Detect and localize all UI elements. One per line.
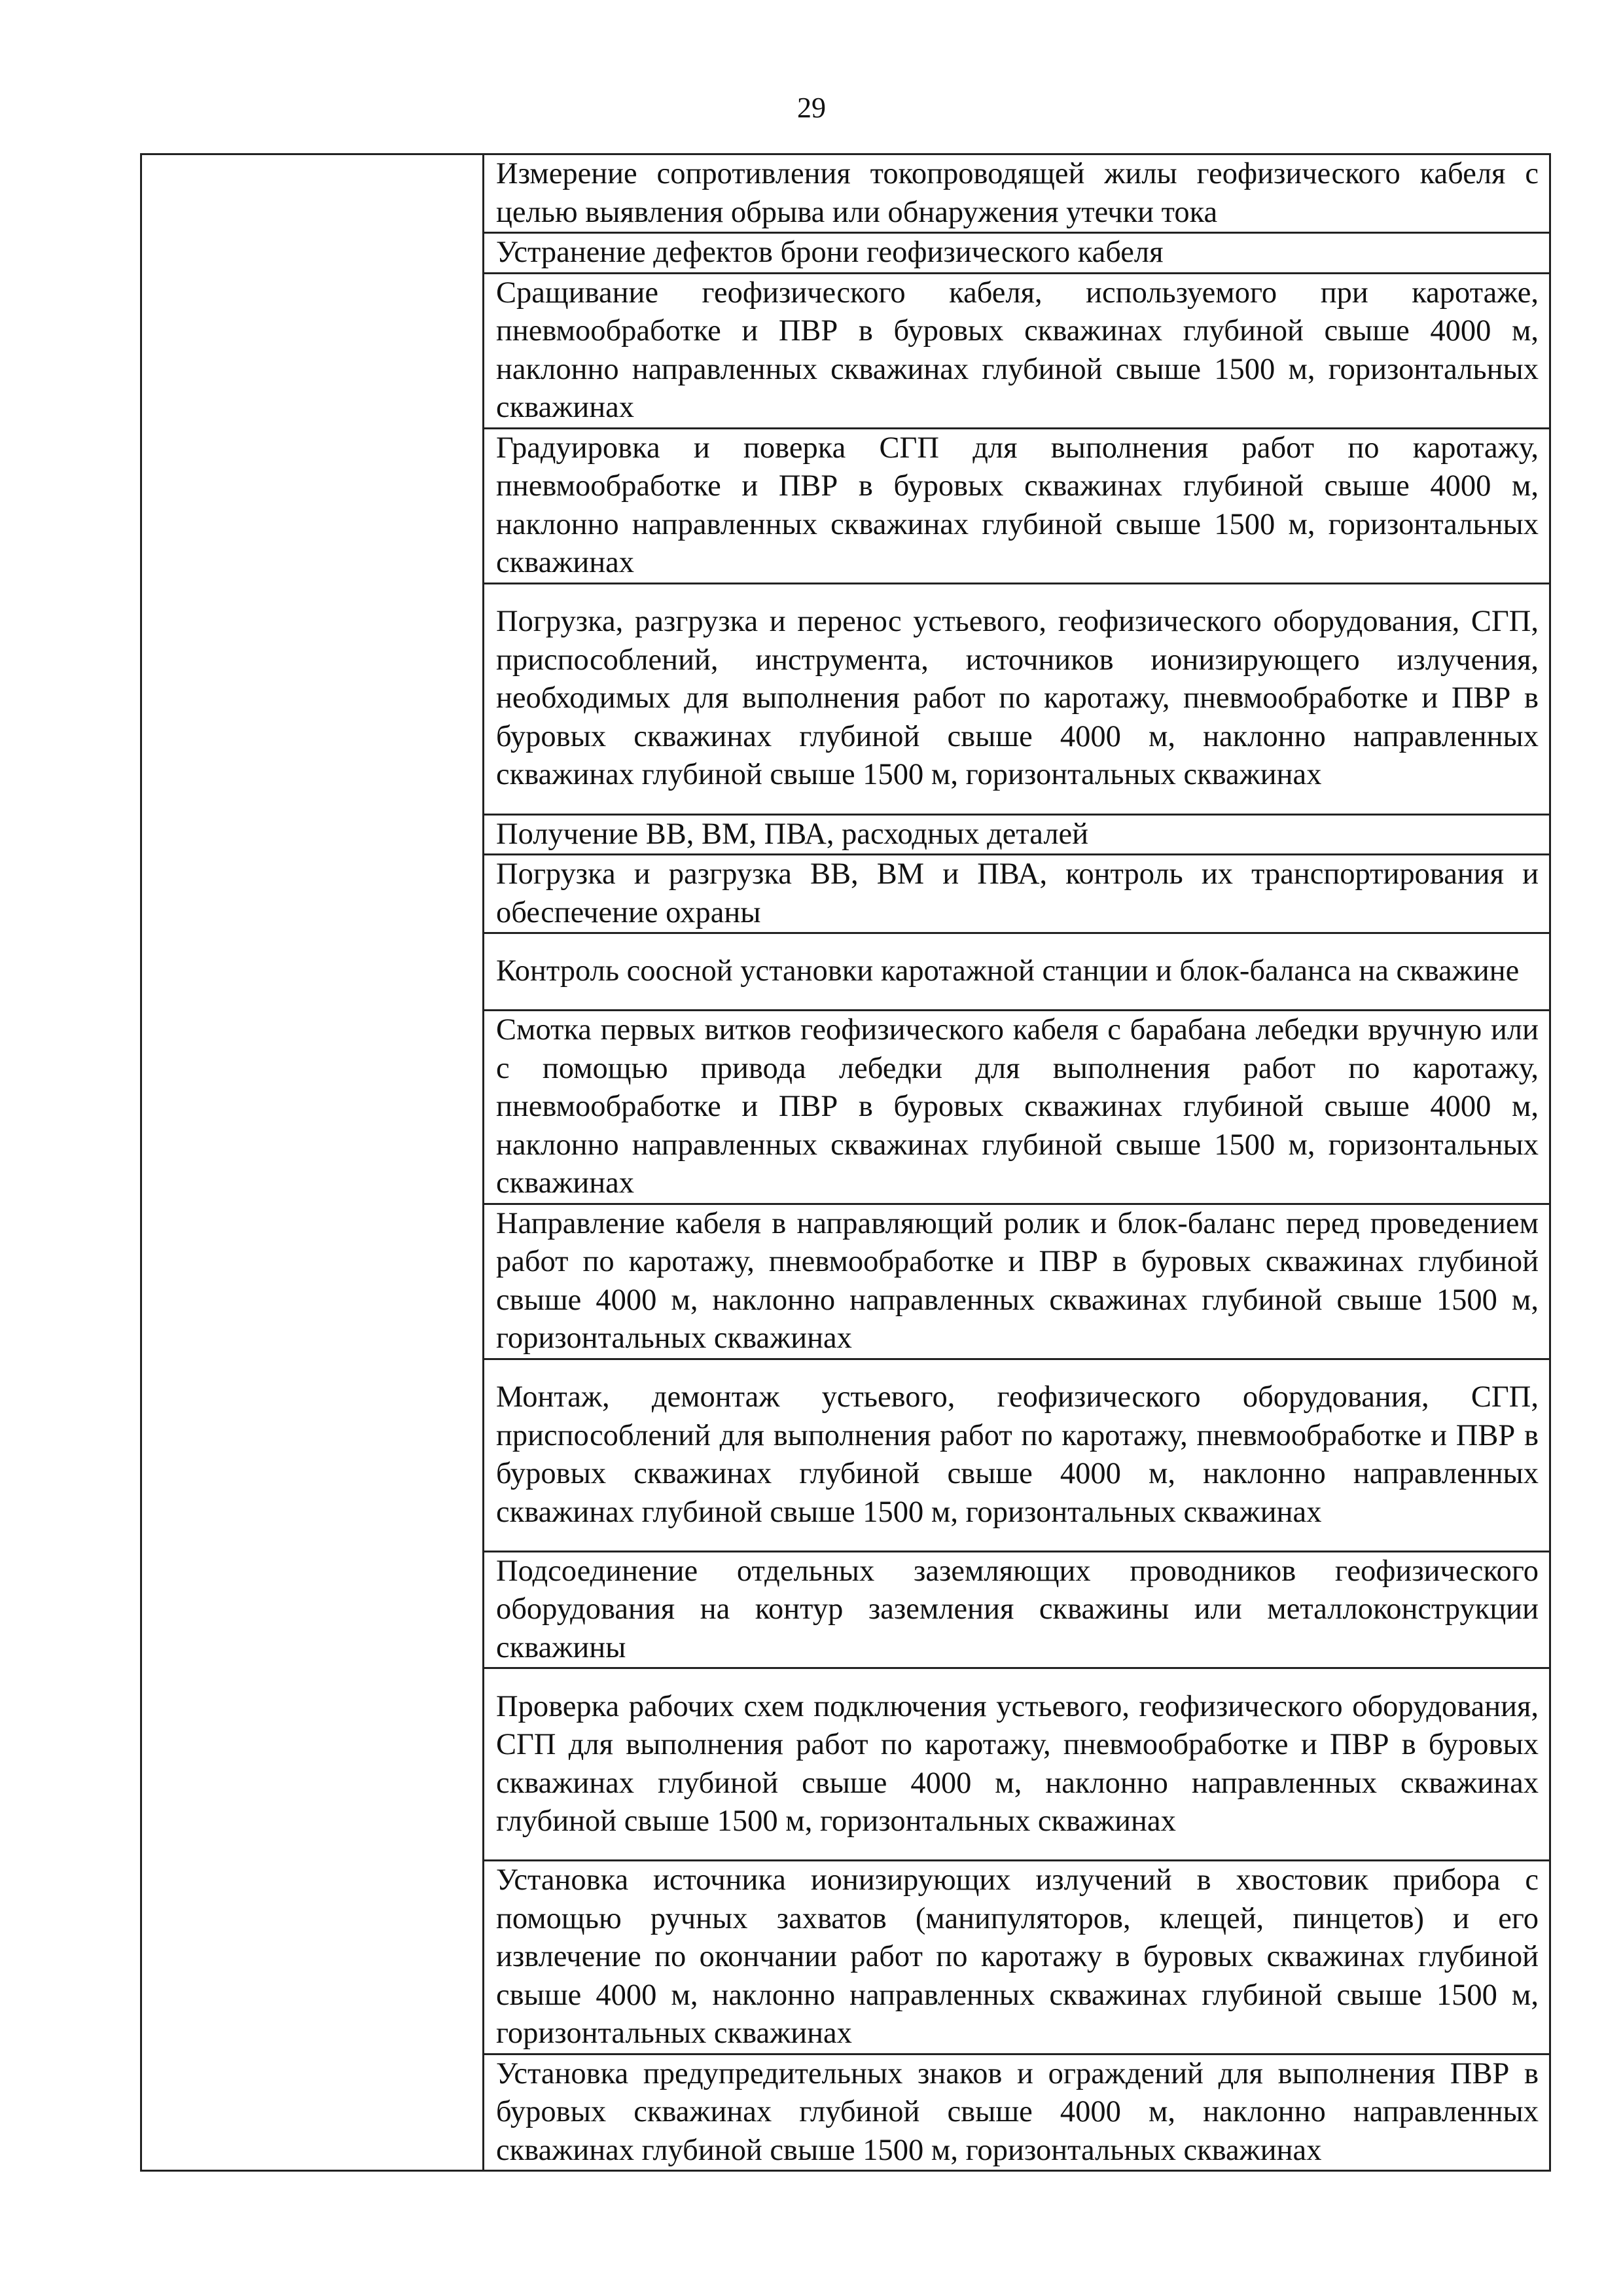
cell-text: Проверка рабочих схем подключения устьевого, геофизического оборудования, СГП для выполнения работ по каротажу, пневмообработке и ПВР в буровых скважинах глубиной свыше 4000 м, наклонно направленных скважинах глубиной свыше 1500 м, горизонтальных скважинах — [496, 1689, 1539, 1838]
table-cell — [484, 1011, 1550, 1204]
work-functions-table — [140, 153, 1551, 2172]
cell-text: Градуировка и поверка СГП для выполнения работ по каротажу, пневмообработке и ПВР в буровых скважинах глубиной свыше 4000 м, наклонно направленных скважинах глубиной свыше 1500 м, горизонтальных скважинах — [496, 431, 1539, 579]
cell-text: Сращивание геофизического кабеля, используемого при каротаже, пневмообработке и ПВР в буровых скважинах глубиной свыше 4000 м, наклонно направленных скважинах глубиной свыше 1500 м, горизонтальных скважинах — [496, 276, 1539, 424]
cell-text: Устранение дефектов брони геофизического кабеля — [496, 236, 1164, 269]
table-cell — [484, 1551, 1550, 1668]
table-cell — [484, 2054, 1550, 2171]
table-cell — [484, 233, 1550, 274]
table-cell — [484, 583, 1550, 814]
cell-text: Получение ВВ, ВМ, ПВА, расходных деталей — [496, 817, 1089, 851]
cell-text: Направление кабеля в направляющий ролик и блок-баланс перед проведением работ по каротажу, пневмообработке и ПВР в буровых скважинах глубиной свыше 4000 м, наклонно направленных скважинах глубиной свыше 1500 м, горизонтальных скважинах — [496, 1206, 1539, 1355]
table-cell — [484, 933, 1550, 1011]
cell-text: Смотка первых витков геофизического кабеля с барабана лебедки вручную или с помощью привода лебедки для выполнения работ по каротажу, пневмообработке и ПВР в буровых скважинах глубиной свыше 4000 м, наклонно направленных скважинах глубиной свыше 1500 м, горизонтальных скважинах — [496, 1013, 1539, 1200]
cell-text: Погрузка, разгрузка и перенос устьевого, геофизического оборудования, СГП, приспособлений, инструмента, источников ионизирующего излучения, необходимых для выполнения работ по каротажу, пневмообработке и ПВР в буровых скважинах глубиной свыше 4000 м, наклонно направленных скважинах глубиной свыше 1500 м, горизонтальных скважинах — [496, 605, 1539, 792]
table-cell — [484, 1668, 1550, 1861]
table-row — [141, 154, 1550, 233]
merged-left-cell — [141, 154, 484, 2171]
cell-text: Погрузка и разгрузка ВВ, ВМ и ПВА, контроль их транспортирования и обеспечение охраны — [496, 857, 1539, 929]
table-cell — [484, 273, 1550, 428]
table-cell — [484, 855, 1550, 933]
page-number: 29 — [797, 92, 826, 124]
cell-text: Монтаж, демонтаж устьевого, геофизического оборудования, СГП, приспособлений для выполнения работ по каротажу, пневмообработке и ПВР в буровых скважинах глубиной свыше 4000 м, наклонно направленных скважинах глубиной свыше 1500 м, горизонтальных скважинах — [496, 1380, 1539, 1529]
cell-text: Подсоединение отдельных заземляющих проводников геофизического оборудования на контур заземления скважины или металлоконструкции скважины — [496, 1554, 1539, 1664]
table-cell — [484, 1204, 1550, 1359]
cell-text: Контроль соосной установки каротажной станции и блок-баланса на скважине — [496, 954, 1520, 988]
cell-text: Установка источника ионизирующих излучений в хвостовик прибора с помощью ручных захватов (манипуляторов, клещей, пинцетов) и его извлечение по окончании работ по каротажу в буровых скважинах глубиной свыше 4000 м, наклонно направленных скважинах глубиной свыше 1500 м, горизонтальных скважинах — [496, 1863, 1539, 2050]
table-cell — [484, 428, 1550, 583]
cell-text: Установка предупредительных знаков и ограждений для выполнения ПВР в буровых скважинах глубиной свыше 4000 м, наклонно направленных скважинах глубиной свыше 1500 м, горизонтальных скважинах — [496, 2056, 1539, 2167]
table-cell — [484, 154, 1550, 233]
table-cell — [484, 1861, 1550, 2054]
table-cell — [484, 1359, 1550, 1551]
table-cell — [484, 814, 1550, 855]
cell-text: Измерение сопротивления токопроводящей жилы геофизического кабеля с целью выявления обрыва или обнаружения утечки тока — [496, 157, 1539, 229]
